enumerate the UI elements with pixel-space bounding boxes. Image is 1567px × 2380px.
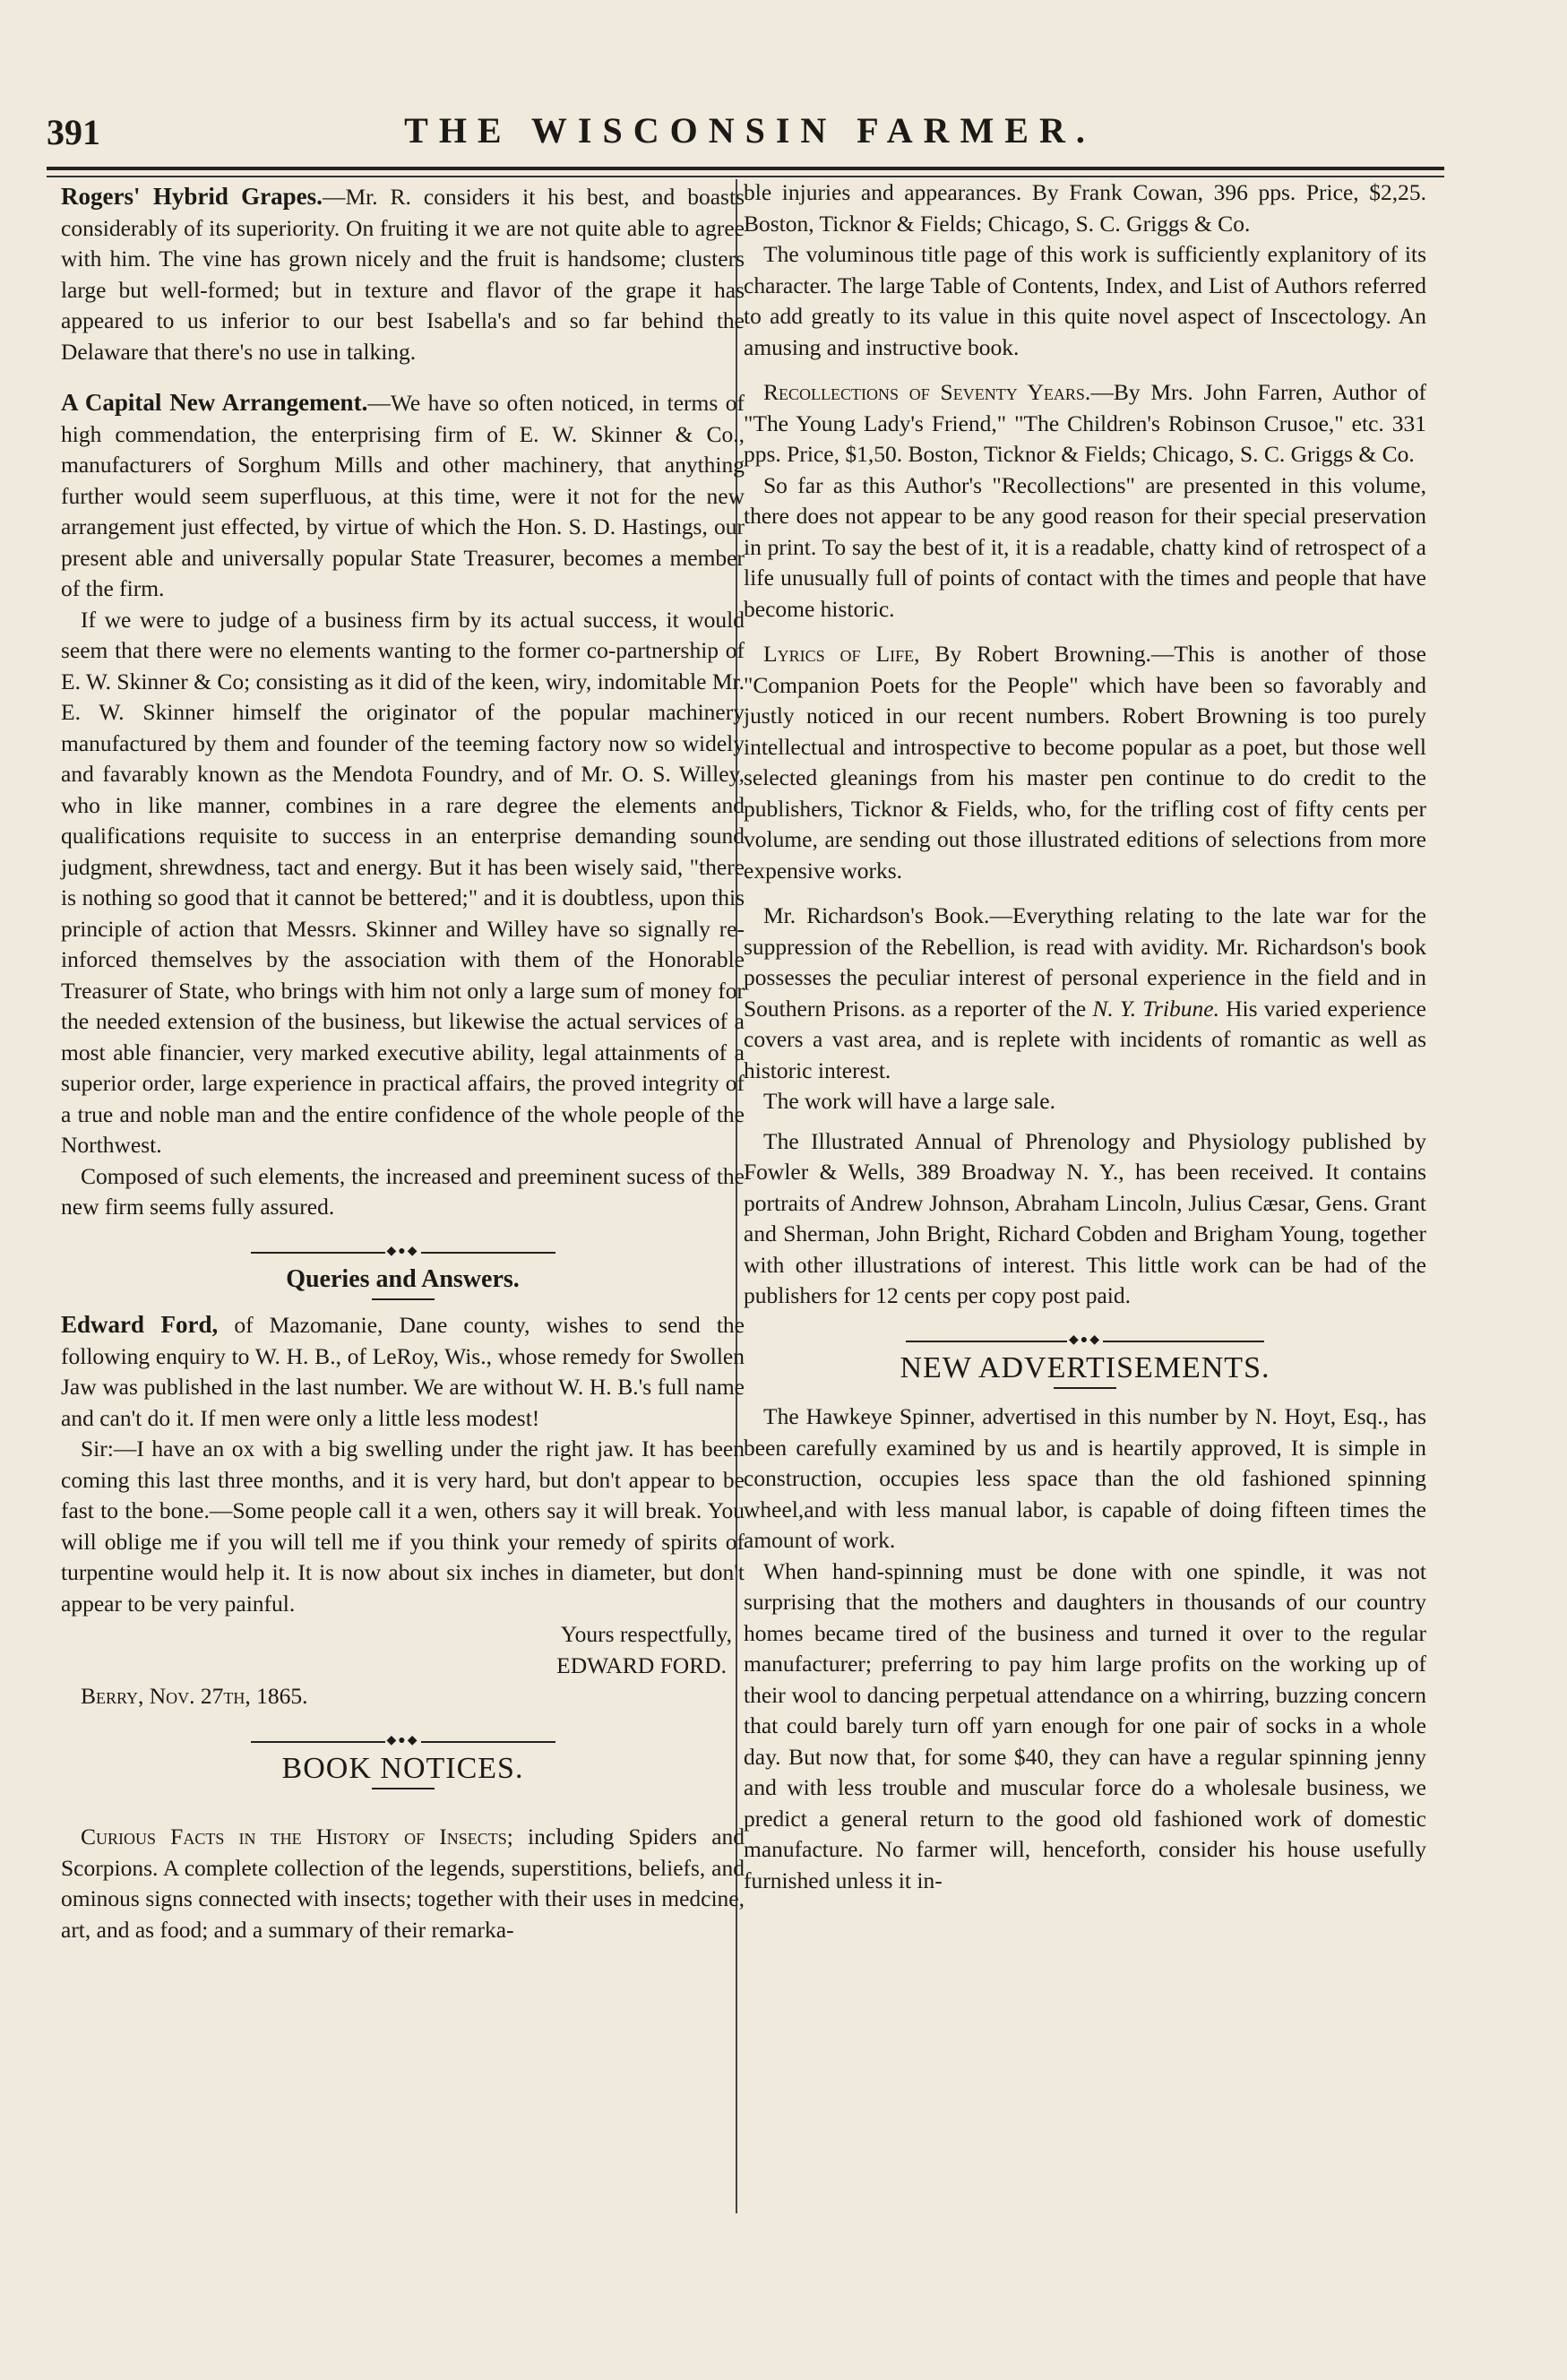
page-number: 391 bbox=[47, 112, 100, 152]
curious-text: including Spiders and Scorpions. A complete collection of the legends, superstitions, beliefs, and ominous signs connected with insects; together with their uses in medcine, art, and as food; and a summary of their remarka- bbox=[61, 1824, 745, 1943]
curious-heading: Curious Facts in the History of Insects; bbox=[81, 1824, 513, 1850]
section-ornament: ◆●◆ bbox=[61, 1725, 745, 1743]
book-notices-underline bbox=[372, 1788, 435, 1789]
rogers-text: —Mr. R. considers it his best, and boasts considerably of its superiority. On fruiting it we are not quite able to agree with him. The vine has grown nicely and the fruit is handsome; clusters large but well-formed; but in texture and flavor of the grape it has appeared to us inferior to our best Isabella's and so far behind the Delaware that there's no use in talking. bbox=[61, 184, 745, 365]
capital-p3: Composed of such elements, the increased and preeminent sucess of the new firm seems fully assured. bbox=[61, 1162, 745, 1220]
right-column bbox=[744, 176, 1426, 1896]
letter-dateline: Berry, Nov. 27th, 1865. bbox=[81, 1683, 308, 1709]
header-rule-thick bbox=[47, 167, 1444, 170]
ford-intro bbox=[61, 1309, 745, 1434]
capital-article bbox=[61, 387, 745, 605]
lyrics-heading: Lyrics of Life, bbox=[763, 641, 920, 667]
richardson-sale: The work will have a large sale. bbox=[763, 1088, 1055, 1114]
page-header bbox=[47, 100, 1453, 154]
ford-intro-text: of Mazomanie, Dane county, wishes to send the following enquiry to W. H. B., of LeRoy, Wis., whose remedy for Swollen Jaw was published in the last number. We are without W. H. B.'s full name and can't do it. If men were only a little less modest! bbox=[61, 1312, 745, 1431]
richardson-paper: N. Y. Tribune. bbox=[1092, 995, 1219, 1022]
masthead-title: THE WISCONSIN FARMER. bbox=[404, 110, 1096, 151]
letter-closing: Yours respectfully, bbox=[560, 1621, 732, 1647]
section-ornament: ◆●◆ bbox=[61, 1236, 745, 1254]
book-notices-title: BOOK NOTICES. bbox=[281, 1751, 524, 1785]
richardson-heading: Mr. Richardson's Book. bbox=[763, 902, 990, 928]
capital-p2: If we were to judge of a business firm by its actual success, it would seem that there were no elements wanting to the former co-partnership of E. W. Skinner & Co; consisting as it did of the keen, wiry, indomitable Mr. E. W. Skinner himself the originator of the popular machinery manufactured by them and founder of the teeming factory now so widely and favarably known as the Mendota Foundry, and of Mr. O. S. Willey, who in like manner, combines in a rare degree the elements and qualifications requisite to success in an enterprise demanding sound judgment, shrewdness, tact and energy. But it has been wisely said, "there is nothing so good that it cannot be bettered;" and it is doubtless, upon this principle of action that Messrs. Skinner and Willey have so signally re-inforced themselves by the association with them of the Honorable Treasurer of State, who brings with him not only a large sum of money for the needed extension of the business, but likewise the actual services of a most able financier, very marked executive ability, legal attainments of a superior order, large experience in practical affairs, the proved integrity of a true and noble man and the entire confidence of the whole people of the Northwest. bbox=[61, 606, 745, 1158]
hawkeye-p1: The Hawkeye Spinner, advertised in this number by N. Hoyt, Esq., has been carefully examined by us and is heartily approved, It is simple in construction, occupies less space than the old fashioned spinning wheel,and with less manual labor, is capable of doing fifteen times the amount of work. bbox=[744, 1403, 1426, 1553]
capital-heading: A Capital New Arrangement. bbox=[61, 389, 368, 416]
recollections-review: So far as this Author's "Recollections" are presented in this volume, there does not appear to be any good reason for their special preservation in print. To say the best of it, it is a readable, chatty kind of retrospect of a life unusually full of points of contact with the times and people that have become historic. bbox=[744, 471, 1426, 622]
curious-continued: ble injuries and appearances. By Frank Cowan, 396 pps. Price, $2,25. Boston, Ticknor & Fields; Chicago, S. C. Griggs & Co. bbox=[744, 179, 1426, 237]
richardson-notice bbox=[744, 901, 1426, 1086]
phrenology-notice: The Illustrated Annual of Phrenology and Physiology published by Fowler & Wells, 389 Broadway N. Y., has been received. It contains portraits of Andrew Johnson, Abraham Lincoln, Julius Cæsar, Gens. Grant and Sherman, John Bright, Richard Cobden and Brigham Young, together with other illustrations of interest. This little work can be had of the publishers for 12 cents per copy post paid. bbox=[744, 1127, 1426, 1308]
curious-facts-notice bbox=[61, 1822, 745, 1945]
ford-letter: Sir:—I have an ox with a big swelling under the right jaw. It has been coming this last three months, and it is very hard, but don't appear to be fast to the bone.—Some people call it a wen, others say it will break. You will oblige me if you will tell me if you think your remedy of spirits of turpentine would help it. It is now about six inches in diameter, but don't appear to be very painful. bbox=[61, 1436, 745, 1617]
queries-title: Queries and Answers. bbox=[286, 1264, 520, 1293]
letter-signature: EDWARD FORD. bbox=[556, 1651, 727, 1678]
lyrics-notice bbox=[744, 639, 1426, 886]
left-column bbox=[61, 176, 745, 1945]
queries-underline bbox=[372, 1298, 435, 1300]
rogers-heading: Rogers' Hybrid Grapes. bbox=[61, 183, 323, 210]
hawkeye-p2: When hand-spinning must be done with one spindle, it was not surprising that the mothers and daughters in thousands of our country homes became tired of the business and turned it over to the regular manufacturer; preferring to pay him large profits on the working up of their wool to dancing perpetual attendance on a whirring, buzzing concern that could barely turn off yarn enough for one pair of socks in a whole day. But now that, for some $40, they can have a regular spinning jenny and with less trouble and muscular force do a wholesale business, we predict a general return to the good old fashioned work of domestic manufacture. No farmer will, henceforth, consider his house usefully furnished unless it in- bbox=[744, 1557, 1426, 1893]
richardson-text-b: His varied experience covers a vast area, and is replete with incidents of romantic as well as historic interest. bbox=[744, 995, 1426, 1083]
recollections-text: —By Mrs. John Farren, Author of "The Young Lady's Friend," "The Children's Robinson Crusoe," etc. 331 pps. Price, $1,50. Boston, Ticknor & Fields; Chicago, S. C. Griggs & Co. bbox=[744, 379, 1427, 467]
new-advertisements-title: NEW ADVERTISEMENTS. bbox=[900, 1350, 1270, 1384]
ford-name: Edward Ford, bbox=[61, 1311, 219, 1338]
new-ads-underline bbox=[1054, 1387, 1116, 1389]
richardson-text-a: —Everything relating to the late war for the suppression of the Rebellion, is read with avidity. Mr. Richardson's book possesses the peculiar interest of personal experience in the field and in Southern Prisons. as a reporter of the bbox=[744, 902, 1427, 1022]
curious-review: The voluminous title page of this work is sufficiently explanitory of its character. The large Table of Contents, Index, and List of Authors referred to add greatly to its value in this quite novel aspect of Inscectology. An amusing and instructive book. bbox=[744, 241, 1426, 360]
capital-p1: —We have so often noticed, in terms of high commendation, the enterprising firm of E. W. Skinner & Co., manufacturers of Sorghum Mills and other machinery, that anything further would seem superfluous, at this time, were it not for the new arrangement just effected, by virtue of which the Hon. S. D. Hastings, our present able and universally popular State Treasurer, becomes a member of the firm. bbox=[61, 390, 745, 601]
recollections-heading: Recollections of Seventy Years. bbox=[763, 379, 1091, 405]
section-ornament: ◆●◆ bbox=[744, 1324, 1426, 1342]
rogers-article bbox=[61, 181, 745, 367]
lyrics-text: By Robert Browning.—This is another of those "Companion Poets for the People" which have been so favorably and justly noticed in our recent numbers. Robert Browning is too purely intellectual and introspective to become popular as a poet, but those well selected gleanings from his master pen continue to do credit to the publishers, Ticknor & Fields, who, for the trifling cost of fifty cents per volume, are sending out those illustrated editions of selections from more expensive works. bbox=[744, 641, 1426, 884]
recollections-notice bbox=[744, 377, 1426, 470]
